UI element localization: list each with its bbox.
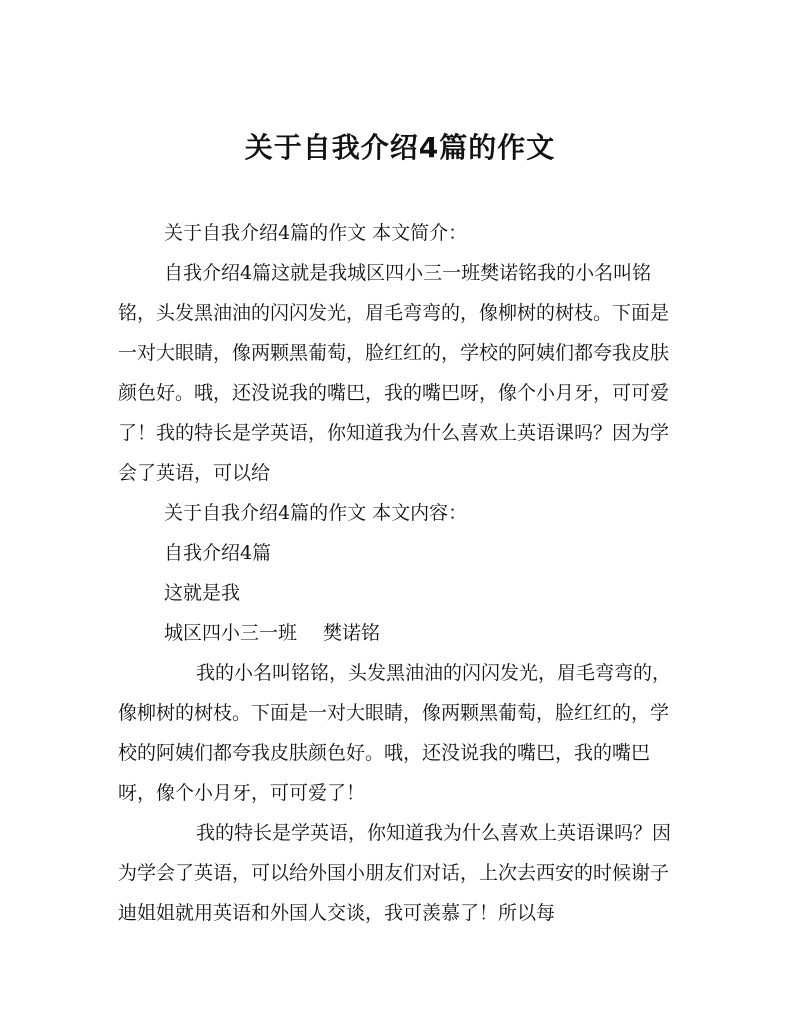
content-heading: 关于自我介绍4篇的作文 本文内容： [164, 502, 468, 524]
summary-heading: 关于自我介绍4篇的作文 本文简介： [164, 222, 468, 244]
author-class: 城区四小三一班 [164, 622, 298, 644]
document-body [118, 213, 686, 933]
essay-paragraph-2: 我的特长是学英语，你知道我为什么喜欢上英语课吗？因为学会了英语，可以给外国小朋友们对话，上次去西安的时候谢子迪姐姐就用英语和外国人交谈，我可羡慕了！所以每 [118, 822, 672, 924]
author-line [118, 613, 686, 653]
essay-subtitle: 这就是我 [164, 582, 241, 604]
summary-paragraph: 自我介绍4篇这就是我城区四小三一班樊诺铭我的小名叫铭铭，头发黑油油的闪闪发光，眉毛弯弯的，像柳树的树枝。下面是一对大眼睛，像两颗黑葡萄，脸红红的，学校的阿姨们都夸我皮肤颜色好。哦，还没说我的嘴巴，我的嘴巴呀，像个小月牙，可可爱了！我的特长是学英语，你知道我为什么喜欢上英语课吗？因为学会了英语，可以给 [118, 262, 670, 484]
essay-title: 自我介绍4篇 [164, 542, 272, 564]
essay-paragraph-1: 我的小名叫铭铭，头发黑油油的闪闪发光，眉毛弯弯的，像柳树的树枝。下面是一对大眼睛，像两颗黑葡萄，脸红红的，学校的阿姨们都夸我皮肤颜色好。哦，还没说我的嘴巴，我的嘴巴呀，像个小月牙，可可爱了！ [118, 662, 672, 804]
author-name: 樊诺铭 [323, 622, 381, 644]
document-title: 关于自我介绍4篇的作文 [244, 131, 556, 164]
